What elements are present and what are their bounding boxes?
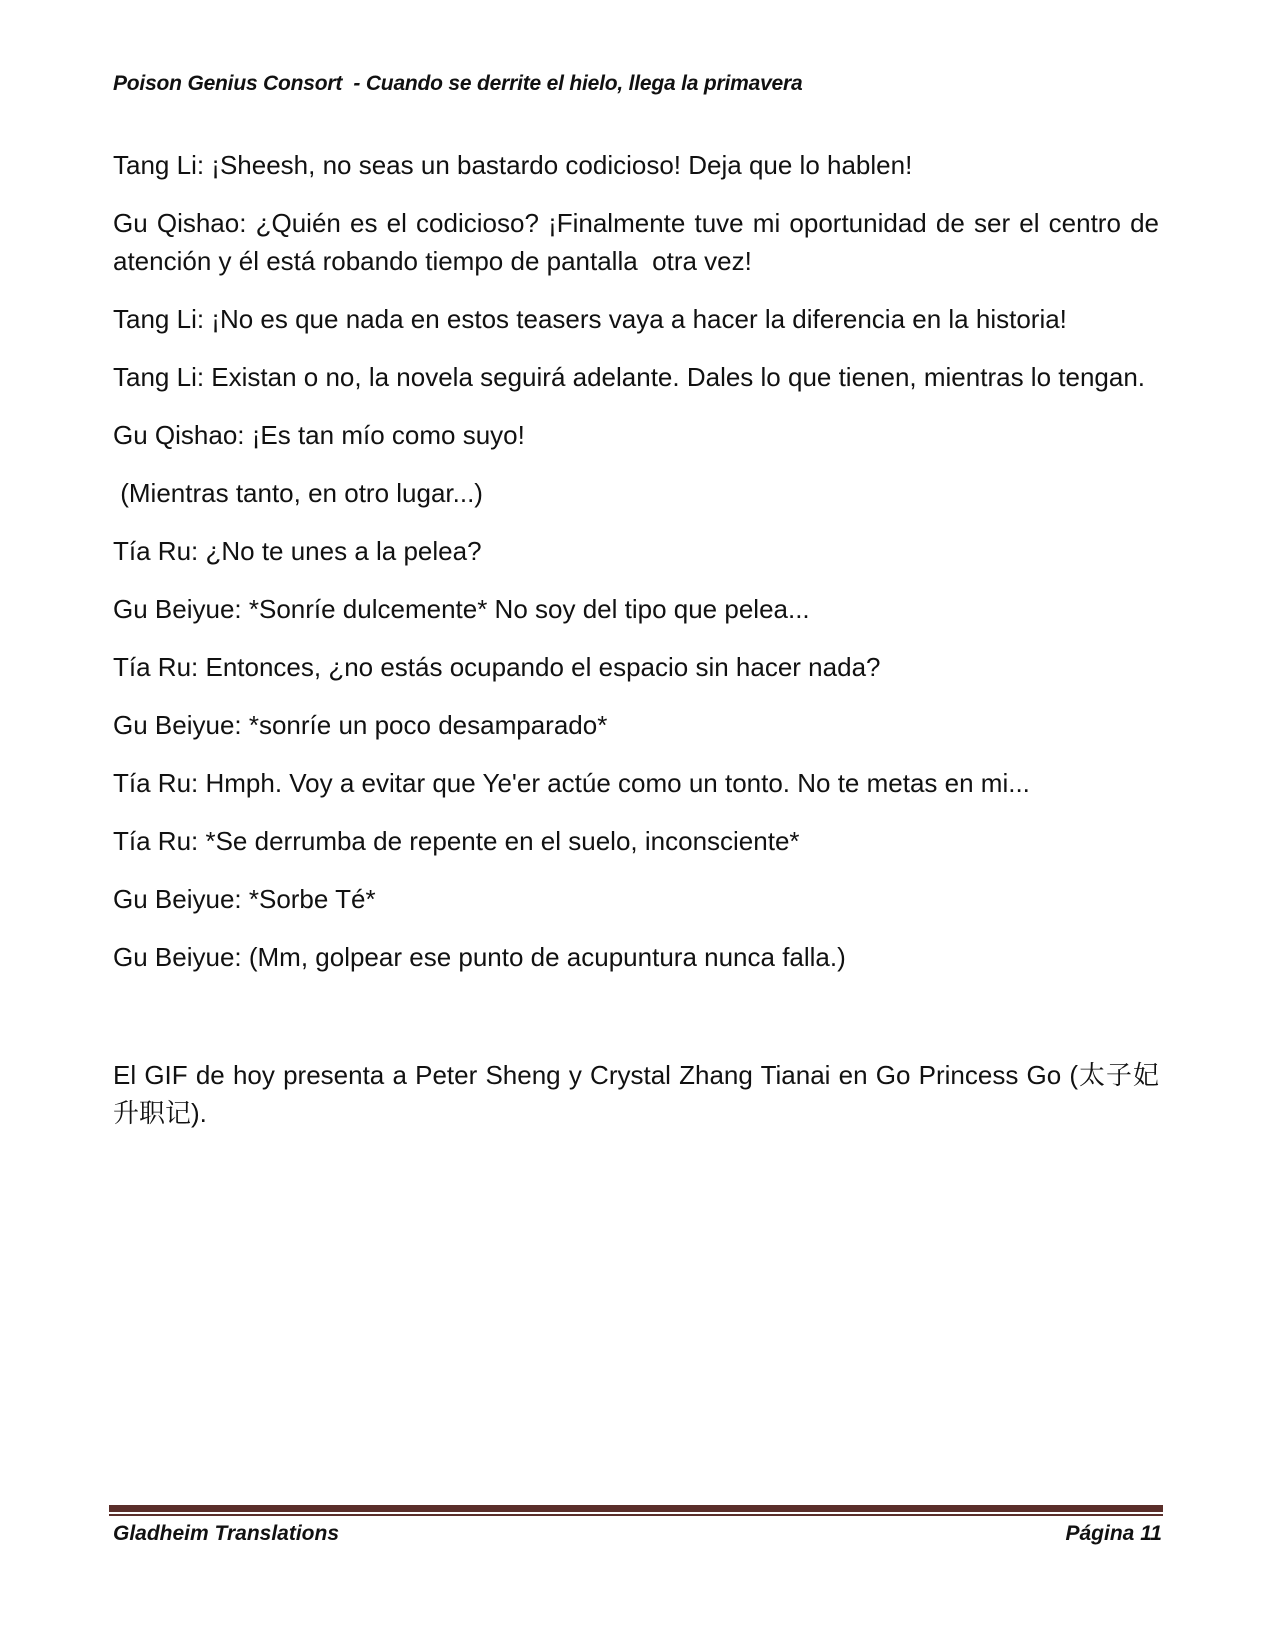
- paragraph-14: Gu Beiyue: (Mm, golpear ese punto de acupuntura nunca falla.): [113, 942, 846, 972]
- paragraph-9: Tía Ru: Entonces, ¿no estás ocupando el espacio sin hacer nada?: [113, 652, 881, 682]
- paragraph-12: Tía Ru: *Se derrumba de repente en el suelo, inconsciente*: [113, 826, 800, 856]
- paragraph-13: Gu Beiyue: *Sorbe Té*: [113, 884, 376, 914]
- paragraph-11: Tía Ru: Hmph. Voy a evitar que Ye'er actúe como un tonto. No te metas en mi...: [113, 768, 1030, 798]
- gif-note: El GIF de hoy presenta a Peter Sheng y Crystal Zhang Tianai en Go Princess Go (太子妃升职记).: [113, 1060, 1159, 1128]
- paragraph-7: Tía Ru: ¿No te unes a la pelea?: [113, 536, 482, 566]
- page-number: Página 11: [1065, 1522, 1162, 1545]
- document-body: [113, 146, 1167, 1152]
- paragraph-5: Gu Qishao: ¡Es tan mío como suyo!: [113, 420, 525, 450]
- paragraph-2: Gu Qishao: ¿Quién es el codicioso? ¡Finalmente tuve mi oportunidad de ser el centro de atención y él está robando tiempo de pantalla otra vez!: [113, 208, 1167, 276]
- paragraph-6: (Mientras tanto, en otro lugar...): [113, 478, 483, 508]
- page-header: Poison Genius Consort - Cuando se derrite el hielo, llega la primavera: [113, 72, 803, 95]
- paragraph-4: Tang Li: Existan o no, la novela seguirá adelante. Dales lo que tienen, mientras lo tengan.: [113, 362, 1146, 392]
- footer-rule: [109, 1505, 1163, 1512]
- paragraph-8: Gu Beiyue: *Sonríe dulcemente* No soy del tipo que pelea...: [113, 594, 810, 624]
- paragraph-3: Tang Li: ¡No es que nada en estos teasers vaya a hacer la diferencia en la historia!: [113, 304, 1067, 334]
- footer-rule-thin: [109, 1514, 1163, 1516]
- footer-publisher: Gladheim Translations: [113, 1522, 340, 1545]
- paragraph-10: Gu Beiyue: *sonríe un poco desamparado*: [113, 710, 608, 740]
- paragraph-1: Tang Li: ¡Sheesh, no seas un bastardo codicioso! Deja que lo hablen!: [113, 150, 913, 180]
